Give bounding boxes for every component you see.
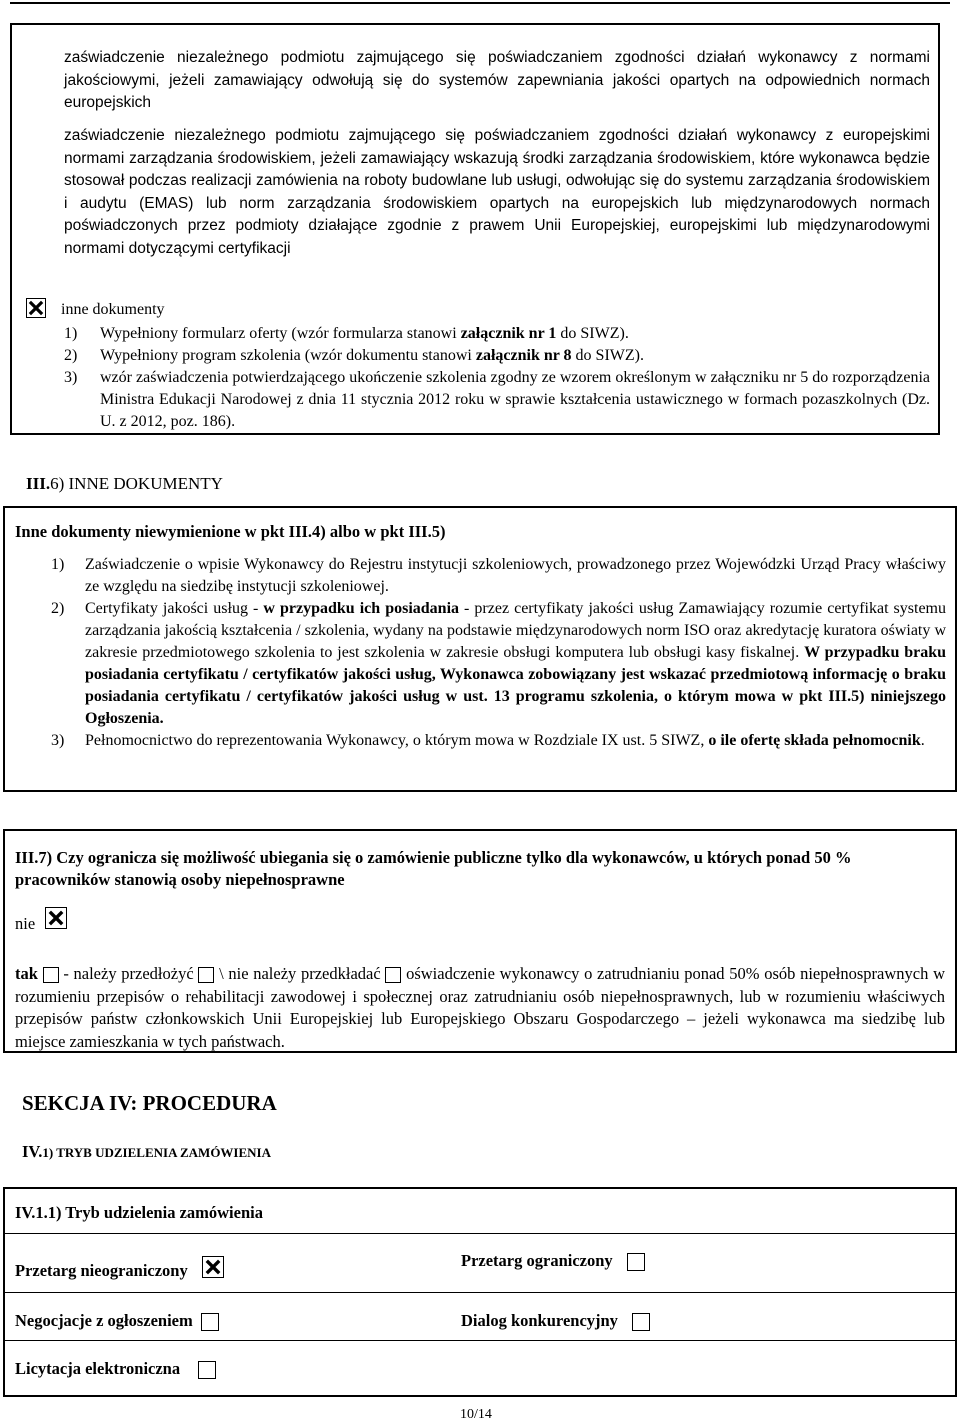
section-iv-title: SEKCJA IV: PROCEDURA [22,1091,277,1115]
tak-label: tak [15,964,38,983]
list-item: 2) Certyfikaty jakości usług - w przypadku ich posiadania - przez certyfikaty jakości usług Zamawiający rozumie certyfikat systemu zarządzania jakością kształcenia / szkolenia, wydany na podstawie międzynarodowych norm ISO oraz akredytację kuratora oświaty w zakresie przedmiotowego szkolenia to jest szkolenia w zakresie obsługi komputera lub obsługi kasy fiskalnej. W przypadku braku posiadania certyfikatu / certyfikatów jakości usług, Wykonawca zobowiązany jest wskazać przedmiotową informację o braku posiadania certyfikatu / certyfikatów jakości usług w ust. 13 programu szkolenia, o którym mowa w pkt III.5) niniejszego Ogłoszenia. [51,600,946,727]
inne-dokumenty-list [64,323,930,433]
nalezy-przedlozyc-checkbox[interactable] [198,967,214,983]
other-documents-list [51,554,946,752]
section-iii7-heading: III.7) Czy ogranicza się możliwość ubiegania się o zamówienie publiczne tylko dla wykonawców, u których ponad 50 % pracowników stanowią osoby niepełnosprawne [15,848,852,889]
inne-dokumenty-label: inne dokumenty [61,301,165,318]
przetarg-ograniczony-checkbox[interactable] [627,1253,645,1271]
tak-checkbox[interactable] [43,967,59,983]
nie-checkbox[interactable] [45,907,67,929]
negocjacje-checkbox[interactable] [201,1313,219,1331]
tak-paragraph: tak - należy przedłożyć \ nie należy przedkładać oświadczenie wykonawcy o zatrudnianiu ponad 50% osób niepełnosprawnych w rozumieniu przepisów o rehabilitacji zawodowej i społecznej oraz zatrudnianiu osób niepełnosprawnych, lub w rozumieniu właściwych przepisów państw członkowskich Unii Europejskiej lub Europejskiego Obszaru Gospodarczego – jeżeli wykonawca ma siedzibę lub miejsce zamieszkania w tych państwach. [15,964,945,1051]
row-divider [5,1233,955,1234]
section-iii6-heading: III.6) INNE DOKUMENTY [26,474,223,493]
row-divider [5,1340,955,1341]
procedure-box [3,1187,957,1397]
option-dialog[interactable]: Dialog konkurencyjny [461,1311,650,1331]
disabled-workers-box [3,829,957,1053]
row-divider [5,1292,955,1293]
nie-label: nie [15,914,36,933]
option-przetarg-ograniczony[interactable]: Przetarg ograniczony [461,1251,645,1271]
licytacja-checkbox[interactable] [198,1361,216,1379]
list-item: 2) Wypełniony program szkolenia (wzór dokumentu stanowi załącznik nr 8 do SIWZ). [64,347,644,364]
dialog-checkbox[interactable] [632,1313,650,1331]
list-item: 1) Wypełniony formularz oferty (wzór formularza stanowi załącznik nr 1 do SIWZ). [64,325,629,342]
nie-nalezy-przedkladac-checkbox[interactable] [385,967,401,983]
procedure-box-heading: IV.1.1) Tryb udzielenia zamówienia [15,1203,263,1222]
list-item: 3) Pełnomocnictwo do reprezentowania Wykonawcy, o którym mowa w Rozdziale IX ust. 5 SIWZ, o ile ofertę składa pełnomocnik. [51,732,925,749]
list-item: 3) wzór zaświadczenia potwierdzającego ukończenie szkolenia zgodny ze wzorem określonym w załączniku nr 5 do rozporządzenia Ministra Edukacji Narodowej z dnia 11 stycznia 2012 roku w sprawie kształcenia ustawicznego w formach pozaszkolnych (Dz. U. z 2012, poz. 186). [64,369,930,430]
checkmark-x-icon [28,300,44,316]
checkmark-x-icon [47,909,65,927]
section-iv1-heading: IV.1) TRYB UDZIELENIA ZAMÓWIENIA [22,1142,271,1161]
checkmark-x-icon [204,1258,222,1276]
przetarg-nieograniczony-checkbox[interactable] [202,1256,224,1278]
top-rule [10,2,950,4]
option-licytacja[interactable]: Licytacja elektroniczna [15,1359,216,1379]
nie-row [15,913,67,935]
documents-box [10,23,940,435]
other-documents-subheading: Inne dokumenty niewymienione w pkt III.4) albo w pkt III.5) [15,522,446,541]
inne-dokumenty-checkbox[interactable] [26,298,46,318]
list-item: 1) Zaświadczenie o wpisie Wykonawcy do Rejestru instytucji szkoleniowych, prowadzonego przez Wojewódzki Urząd Pracy właściwy ze względu na siedzibę instytucji szkoleniowej. [51,556,946,595]
option-negocjacje[interactable]: Negocjacje z ogłoszeniem [15,1311,219,1331]
other-documents-box [3,506,957,792]
option-przetarg-nieograniczony[interactable]: Przetarg nieograniczony [15,1261,224,1283]
quality-certificate-paragraph: zaświadczenie niezależnego podmiotu zajmującego się poświadczaniem zgodności działań wykonawcy z normami jakościowymi, jeżeli zamawiający odwołują się do systemów zapewniania jakości opartych na odpowiednich normach europejskich [64,49,930,111]
environment-certificate-paragraph: zaświadczenie niezależnego podmiotu zajmującego się poświadczaniem zgodności działań wykonawcy z europejskimi normami zarządzania środowiskiem, jeżeli zamawiający wskazują środki zarządzania środowiskiem, które wykonawca będzie stosował podczas realizacji zamówienia na roboty budowlane lub usługi, odwołując się do systemu zarządzania środowiskiem i audytu (EMAS) lub norm zarządzania środowiskiem opartych na europejskich lub międzynarodowych normach poświadczonych przez podmioty działające zgodnie z prawem Unii Europejskiej, europejskimi lub międzynarodowymi normami dotyczącymi certyfikacji [64,127,930,257]
page-number: 10/14 [460,1407,492,1422]
